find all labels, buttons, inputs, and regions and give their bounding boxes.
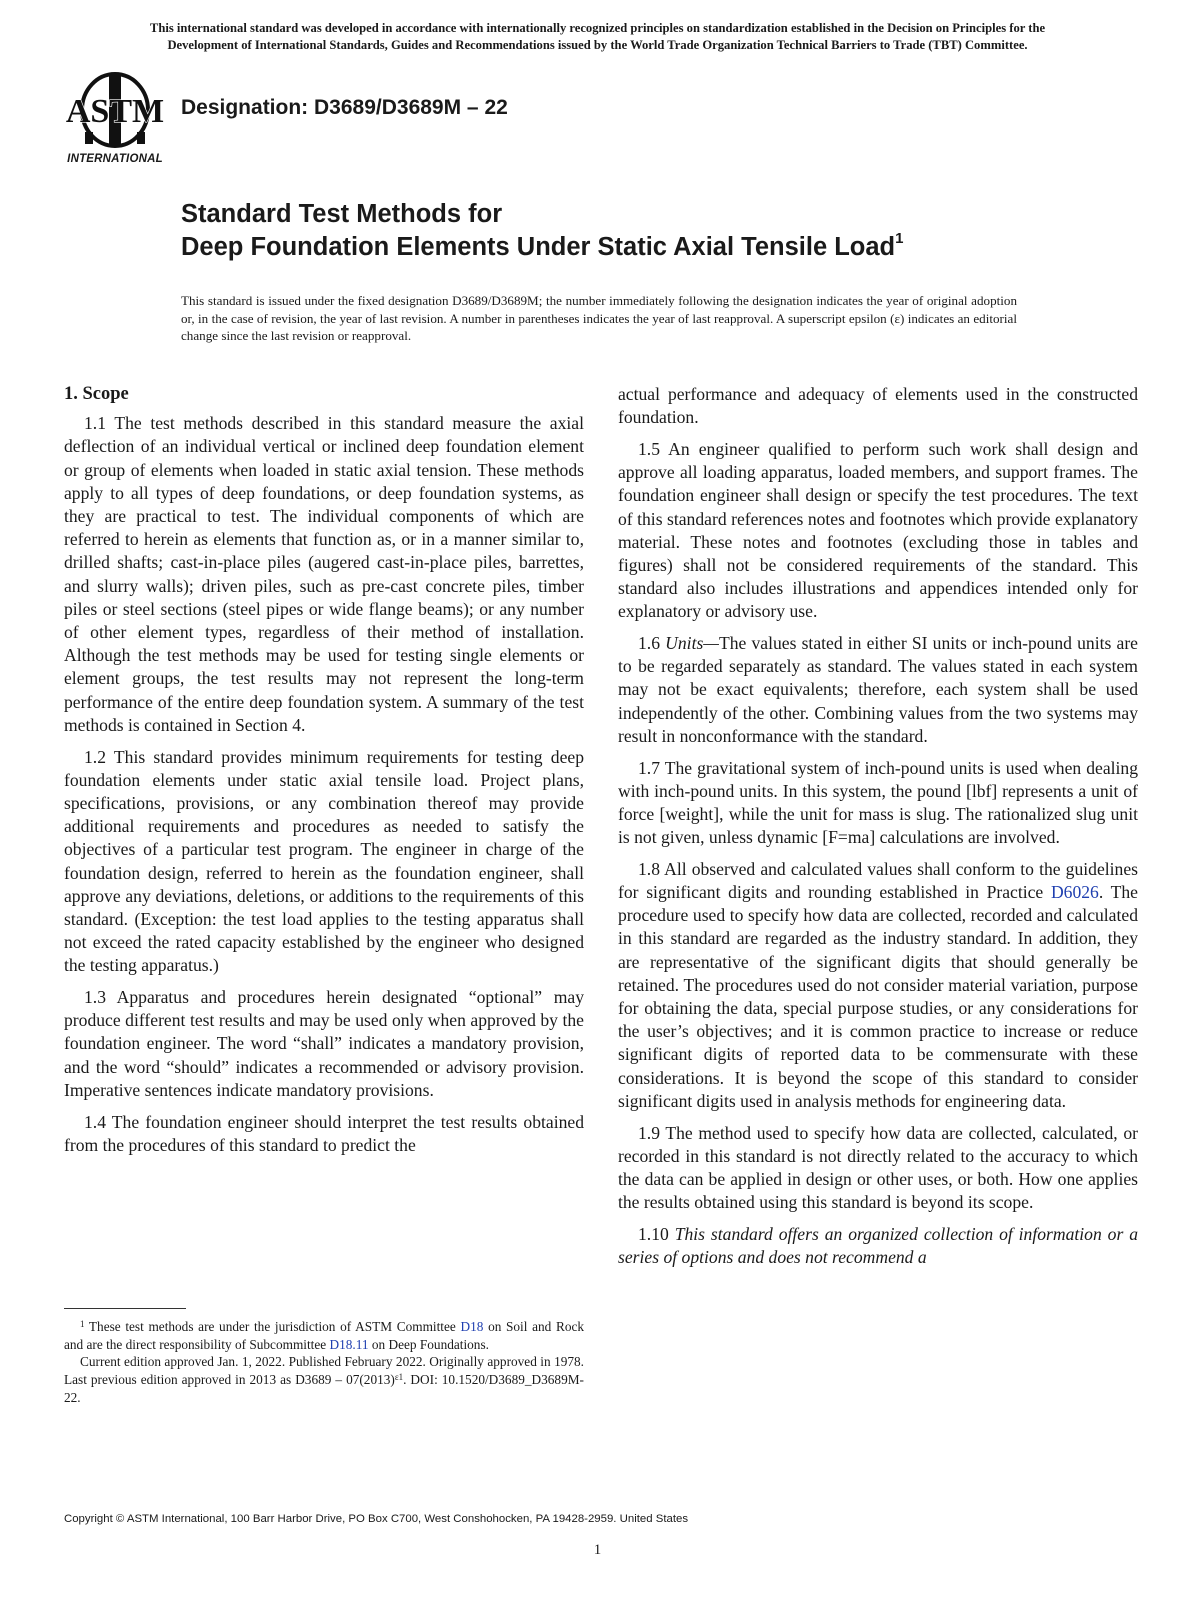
page-number: 1	[593, 1542, 602, 1558]
paragraph-1-10-text: This standard offers an organized collection of information or a series of options and does not recommend a	[618, 1223, 1138, 1268]
copyright-notice: Copyright © ASTM International, 100 Barr Harbor Drive, PO Box C700, West Conshohocken, PA 19428-2959. United States	[64, 1513, 689, 1525]
footnote-1-text-b: on Soil and Rock and are the direct responsibility of Subcommittee	[64, 1319, 585, 1352]
footnote-edition	[64, 1353, 584, 1406]
footnote-1	[64, 1318, 584, 1353]
document-title	[181, 198, 1081, 264]
footnote-edition-text-b: . DOI: 10.1520/D3689_D3689M-22.	[64, 1372, 584, 1405]
paragraph-1-4-start: 1.4 The foundation engineer should interpret the test results obtained from the procedures of this standard to predict the	[64, 1111, 584, 1155]
footnote-1-text-c: on Deep Foundations.	[371, 1336, 489, 1352]
footnote-edition-text-a: Current edition approved Jan. 1, 2022. Published February 2022. Originally approved in 1978. Last previous edition approved in 2013 as D3689 – 07(2013)	[64, 1354, 584, 1388]
footnote-1-marker: 1	[80, 1319, 85, 1329]
paragraph-1-2: 1.2 This standard provides minimum requirements for testing deep foundation elements under static axial tensile load. Project plans, specifications, provisions, or any combination thereof may provide additional requirements and procedures as needed to satisfy the objectives of a particular test program. The engineer in charge of the foundation design, referred to herein as the foundation engineer, shall approve any deviations, deletions, or additions to the requirements of this standard. (Exception: the test load applies to the testing apparatus shall not exceed the rated capacity established by the engineer who designed the testing apparatus.)	[64, 746, 584, 976]
footnotes	[64, 1318, 584, 1407]
units-label: Units—	[665, 633, 719, 654]
tbt-notice-line-1: This international standard was developed in accordance with internationally recognized principles on standardization established in the Decision on Principles for the	[149, 21, 1046, 35]
footnote-epsilon: ε1	[394, 1372, 404, 1383]
right-column	[618, 383, 1138, 1278]
subcommittee-d18-11-link[interactable]: D18.11	[329, 1336, 369, 1352]
left-column	[64, 383, 584, 1166]
paragraph-1-10-number: 1.10	[638, 1223, 669, 1244]
tbt-notice-line-2: Development of International Standards, Guides and Recommendations issued by the World Trade Organization Technical Barriers to Trade (TBT) Committee.	[167, 38, 1028, 52]
paragraph-1-6-number: 1.6	[638, 633, 660, 654]
paragraph-1-6	[618, 632, 1138, 748]
paragraph-1-8	[618, 858, 1138, 1113]
tbt-notice	[56, 20, 1139, 54]
paragraph-1-4-continued: actual performance and adequacy of elements used in the constructed foundation.	[618, 384, 1138, 428]
paragraph-1-9: 1.9 The method used to specify how data are collected, calculated, or recorded in this standard is not directly related to the accuracy to which the data can be applied in design or other uses, or both. How one applies the results obtained using this standard is beyond its scope.	[618, 1122, 1138, 1213]
practice-d6026-link[interactable]: D6026	[1050, 882, 1099, 903]
paragraph-1-5: 1.5 An engineer qualified to perform such work shall design and approve all loading apparatus, loaded members, and support frames. The foundation engineer shall design or specify the test procedures. The text of this standard references notes and footnotes which provide explanatory material. These notes and footnotes (excluding those in tables and figures) shall not be considered requirements of the standard. This standard also includes illustrations and appendices intended only for explanatory or advisory use.	[618, 438, 1138, 622]
title-line-2	[181, 231, 1081, 264]
paragraph-1-3: 1.3 Apparatus and procedures herein designated “optional” may produce different test results and may be used only when approved by the foundation engineer. The word “shall” indicates a mandatory provision, and the word “should” indicates a recommended or advisory provision. Imperative sentences indicate mandatory provisions.	[64, 987, 584, 1100]
astm-logo-mark	[62, 70, 168, 150]
scope-heading: 1. Scope	[64, 384, 129, 404]
paragraph-1-8-text-before: 1.8 All observed and calculated values shall conform to the guidelines for significant digits and rounding established in Practice	[618, 858, 1138, 903]
title-footnote-marker: 1	[895, 230, 904, 247]
title-line-1: Standard Test Methods for	[181, 200, 503, 228]
paragraph-1-7: 1.7 The gravitational system of inch-pound units is used when dealing with inch-pound units. In this system, the pound [lbf] represents a unit of force [weight], while the unit for mass is slug. The rationalized slug unit is not given, unless dynamic [F=ma] calculations are involved.	[618, 757, 1138, 848]
logo-text: ASTM	[65, 93, 165, 130]
committee-d18-link[interactable]: D18	[460, 1319, 484, 1334]
astm-international-logo-icon	[62, 70, 168, 170]
issued-note: This standard is issued under the fixed designation D3689/D3689M; the number immediately following the designation indicates the year of original adoption or, in the case of revision, the year of last revision. A number in parentheses indicates the year of last reapproval. A superscript epsilon (ε) indicates an editorial change since the last revision or reapproval.	[181, 293, 1017, 343]
footnote-1-text-a: These test methods are under the jurisdiction of ASTM Committee	[88, 1319, 456, 1334]
designation: Designation: D3689/D3689M – 22	[181, 96, 508, 119]
title-line-2-text: Deep Foundation Elements Under Static Axial Tensile Load	[181, 233, 896, 261]
footnote-divider	[64, 1308, 186, 1309]
paragraph-1-8-text-after: . The procedure used to specify how data are collected, recorded and calculated in this standard are regarded as the industry standard. In addition, they are representative of the significant digits that should generally be retained. The procedures used do not consider material variation, purpose for obtaining the data, special purpose studies, or any considerations for the user’s objectives; and it is common practice to increase or reduce significant digits of reported data to be commensurate with these considerations. It is beyond the scope of this standard to consider significant digits used in analysis methods for engineering data.	[618, 882, 1138, 1111]
paragraph-1-10	[618, 1223, 1138, 1269]
paragraph-1-6-text: The values stated in either SI units or inch-pound units are to be regarded separately as standard. The values stated in each system may not be exact equivalents; therefore, each system shall be used independently of the other. Combining values from the two systems may result in nonconformance with the standard.	[618, 633, 1138, 746]
logo-caption: INTERNATIONAL	[67, 153, 163, 165]
paragraph-1-1: 1.1 The test methods described in this standard measure the axial deflection of an individual vertical or inclined deep foundation element or group of elements when loaded in static axial tension. These methods apply to all types of deep foundations, or deep foundation systems, as they are practical to test. The individual components of which are referred to herein as elements that function as, or in a manner similar to, drilled shafts; cast-in-place piles (augered cast-in-place piles, barrettes, and slurry walls); driven piles, such as pre-cast concrete piles, timber piles or steel sections (steel pipes or wide flange beams); or any number of other element types, regardless of their method of installation. Although the test methods may be used for testing single elements or element groups, the test results may not represent the long-term performance of the entire deep foundation system. A summary of the test methods is contained in Section 4.	[64, 413, 584, 735]
